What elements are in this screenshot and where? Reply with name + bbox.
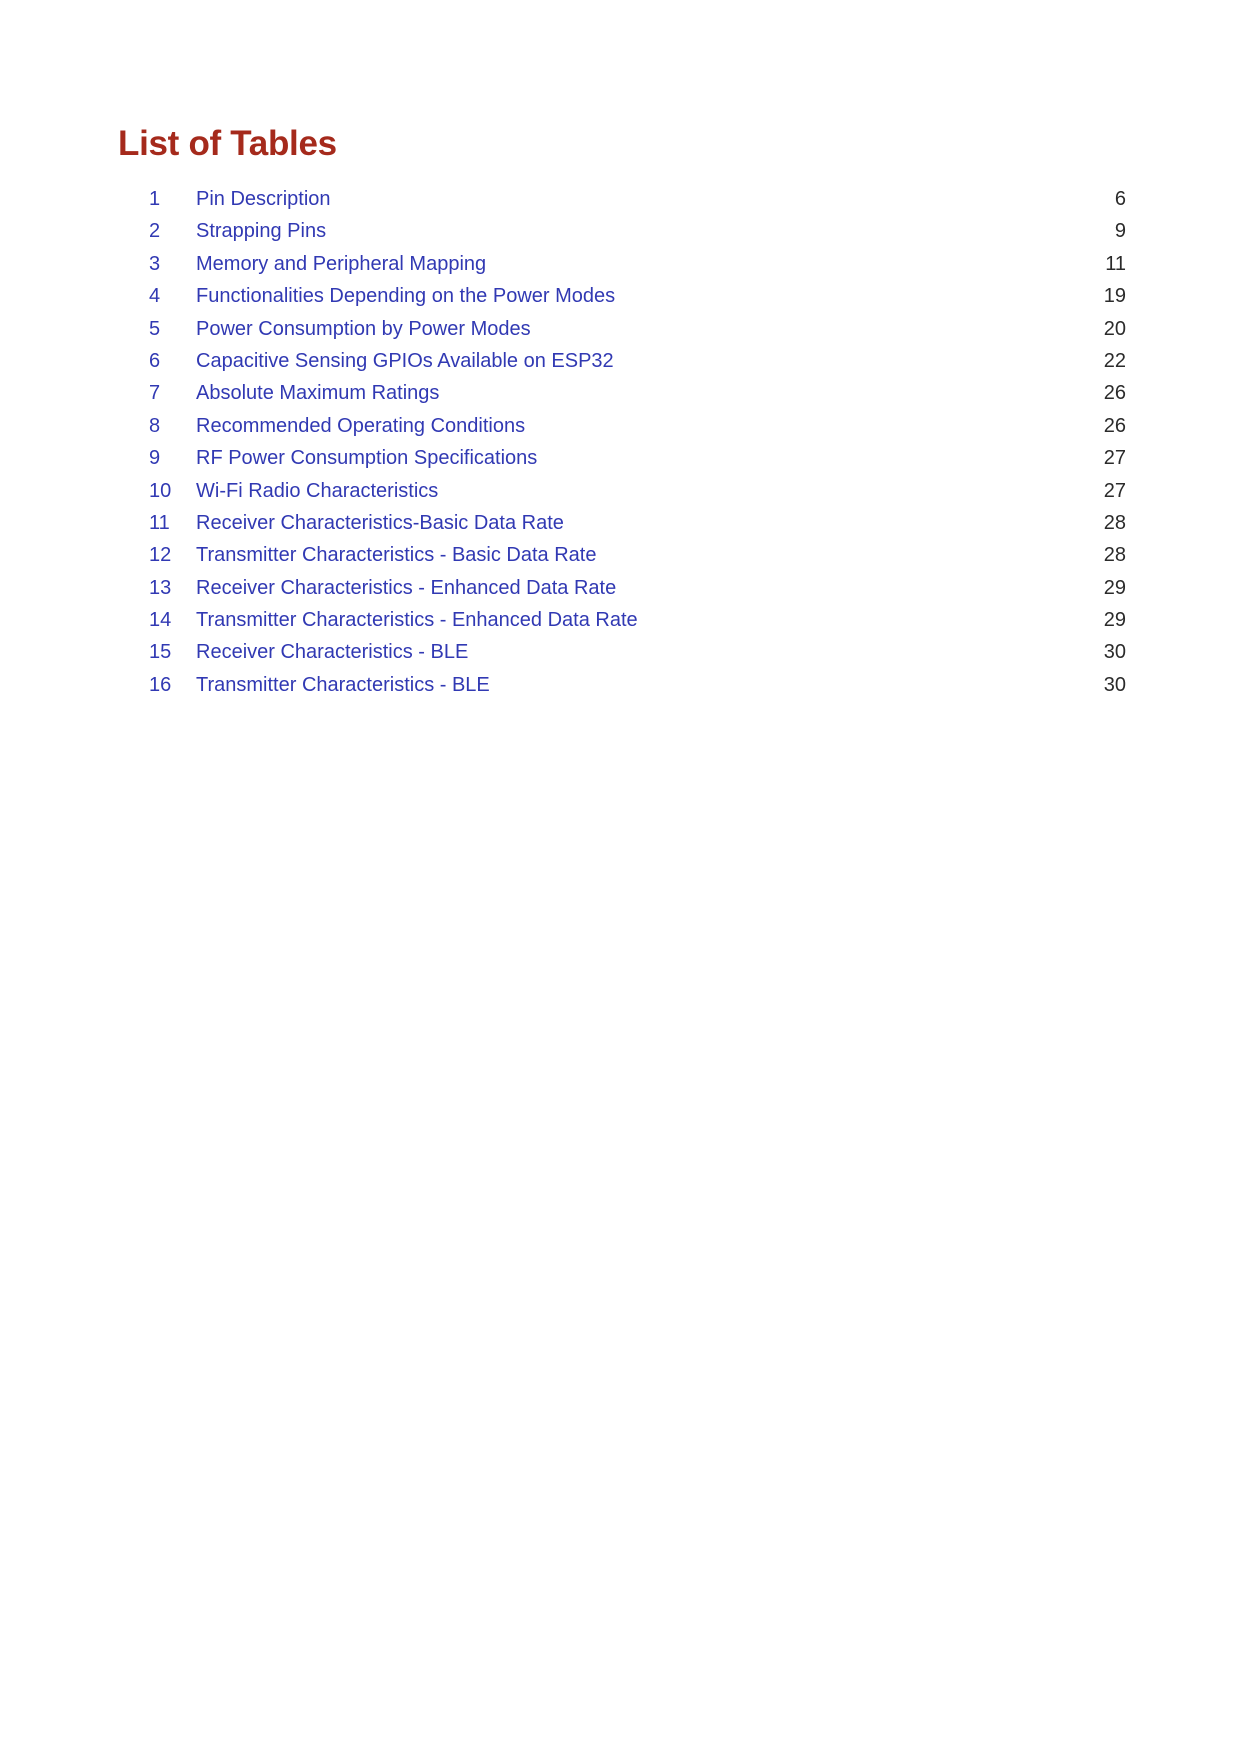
table-list-item [118, 313, 1126, 345]
table-list-item [118, 410, 1126, 442]
page-number: 9 [1114, 220, 1126, 243]
table-title-link[interactable]: Transmitter Characteristics - BLE [196, 673, 490, 696]
table-number-link[interactable]: 12 [149, 544, 172, 567]
page-number: 20 [1103, 317, 1126, 340]
page-number: 27 [1103, 479, 1126, 502]
table-title-link[interactable]: Functionalities Depending on the Power Modes [196, 285, 616, 308]
table-title-link[interactable]: Memory and Peripheral Mapping [196, 252, 487, 275]
table-list [118, 183, 1126, 701]
page-number: 27 [1103, 447, 1126, 470]
table-number-link[interactable]: 16 [149, 673, 172, 696]
table-title-link[interactable]: Transmitter Characteristics - Enhanced Data Rate [196, 609, 638, 632]
page-number: 11 [1105, 252, 1126, 275]
table-number-link[interactable]: 7 [149, 382, 161, 405]
page-number: 30 [1103, 673, 1126, 696]
table-number-link[interactable]: 1 [149, 188, 161, 210]
table-list-item [118, 636, 1126, 668]
table-number-link[interactable]: 2 [149, 220, 161, 243]
page-number: 19 [1103, 285, 1126, 308]
page-title: List of Tables [118, 124, 337, 163]
table-list-item [118, 507, 1126, 539]
table-number-link[interactable]: 11 [149, 511, 170, 534]
table-title-link[interactable]: Pin Description [196, 188, 331, 210]
page-number: 28 [1103, 544, 1126, 567]
page-number: 30 [1103, 641, 1126, 664]
table-number-link[interactable]: 5 [149, 317, 161, 340]
table-number-link[interactable]: 3 [149, 252, 161, 275]
table-list-item [118, 539, 1126, 571]
table-number-link[interactable]: 9 [149, 447, 161, 470]
table-list-item [118, 215, 1126, 247]
table-number-link[interactable]: 8 [149, 414, 161, 437]
table-list-item [118, 248, 1126, 280]
page-number: 28 [1103, 511, 1126, 534]
page-number: 26 [1103, 382, 1126, 405]
page-number: 29 [1103, 609, 1126, 632]
table-number-link[interactable]: 10 [149, 479, 172, 502]
table-list-item [118, 572, 1126, 604]
table-title-link[interactable]: Absolute Maximum Ratings [196, 382, 440, 405]
table-title-link[interactable]: RF Power Consumption Specifications [196, 447, 538, 470]
page-number: 6 [1114, 188, 1126, 210]
table-number-link[interactable]: 13 [149, 576, 172, 599]
table-list-item [118, 280, 1126, 312]
table-number-link[interactable]: 6 [149, 349, 161, 372]
table-title-link[interactable]: Receiver Characteristics - BLE [196, 641, 469, 664]
page-number: 29 [1103, 576, 1126, 599]
page-number: 22 [1103, 349, 1126, 372]
table-title-link[interactable]: Receiver Characteristics-Basic Data Rate [196, 511, 564, 534]
table-list-item [118, 377, 1126, 409]
table-title-link[interactable]: Strapping Pins [196, 220, 327, 243]
table-title-link[interactable]: Receiver Characteristics - Enhanced Data Rate [196, 576, 617, 599]
table-list-item [118, 442, 1126, 474]
table-number-link[interactable]: 15 [149, 641, 172, 664]
table-title-link[interactable]: Recommended Operating Conditions [196, 414, 526, 437]
table-title-link[interactable]: Power Consumption by Power Modes [196, 317, 531, 340]
table-list-item [118, 604, 1126, 636]
table-title-link[interactable]: Capacitive Sensing GPIOs Available on ESP32 [196, 349, 614, 372]
table-list-item [118, 345, 1126, 377]
table-title-link[interactable]: Transmitter Characteristics - Basic Data Rate [196, 544, 597, 567]
table-number-link[interactable]: 14 [149, 609, 172, 632]
table-list-item [118, 183, 1126, 215]
table-number-link[interactable]: 4 [149, 285, 161, 308]
table-list-item [118, 475, 1126, 507]
table-list-item [118, 669, 1126, 701]
table-title-link[interactable]: Wi-Fi Radio Characteristics [196, 479, 439, 502]
page-number: 26 [1103, 414, 1126, 437]
